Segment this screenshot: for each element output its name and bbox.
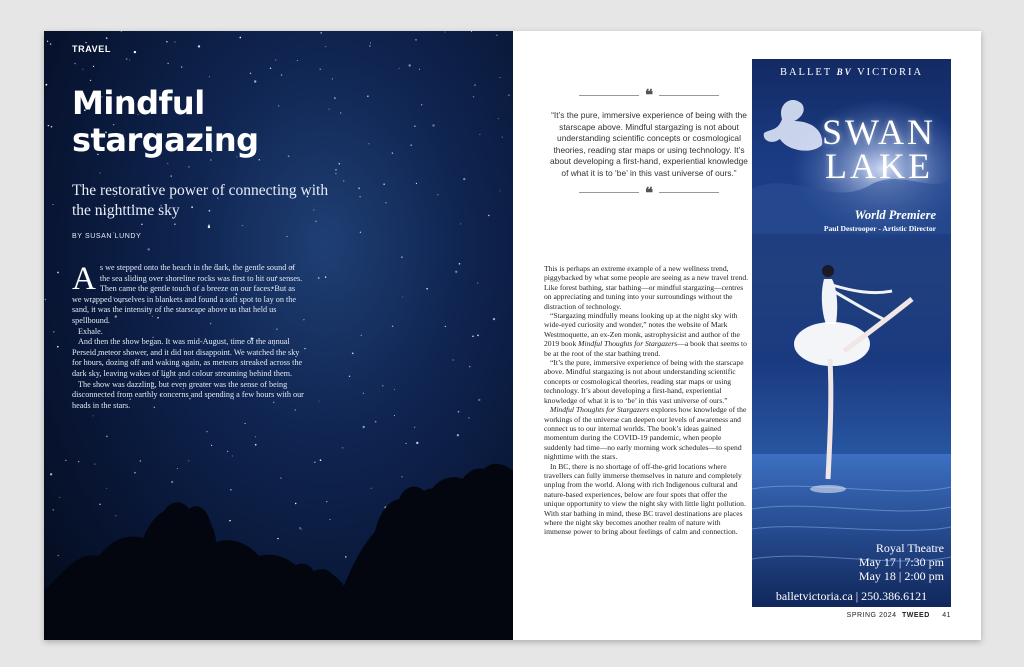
quote-divider-top bbox=[549, 88, 749, 102]
book-title: Mindful Thoughts for Stargazers bbox=[550, 405, 650, 415]
body-paragraph: “It’s the pure, immersive experience of being with the starscape above. Mindful stargazing is not about understanding scientific concepts or cosmological theories, reading star maps or using technology. It’s about developing a first-hand, experiential knowledge of what it is to ‘be’ in this vast universe of ours.” bbox=[544, 358, 744, 405]
article-byline: BY SUSAN LUNDY bbox=[72, 233, 142, 240]
body-paragraph: In BC, there is no shortage of off-the-grid locations where travellers can fully immerse themselves in nature and completely unplug from the world. Along with rich Indigenous cultural and nature-based experiences, below are four spots that offer the unique opportunity to view the night sky with little light pollution. With star bathing in mind, these BC travel destinations are places where the night sky becomes another realm of nature with immense power to bring about feelings of calm and connection. bbox=[544, 461, 746, 537]
book-title: Mindful Thoughts for Stargazers bbox=[578, 339, 678, 349]
headline-line-2: stargazing bbox=[72, 121, 259, 159]
paragraph-text: —a book that seems to be at the root of the star bathing trend. bbox=[544, 339, 747, 358]
body-paragraph: Exhale. bbox=[78, 326, 103, 336]
show-date: May 18 | 2:00 pm bbox=[858, 569, 944, 583]
ballet-victoria-logo-icon: BV bbox=[836, 67, 853, 77]
title-line-1: SWAN bbox=[821, 112, 936, 152]
page-number: 41 bbox=[942, 612, 951, 619]
title-line-2: LAKE bbox=[825, 146, 933, 186]
divider-line bbox=[659, 192, 719, 193]
company-name-part: VICTORIA bbox=[857, 67, 924, 78]
body-paragraph bbox=[72, 263, 304, 327]
article-body-right bbox=[544, 264, 749, 537]
quote-divider-bottom bbox=[549, 183, 749, 202]
section-label: TRAVEL bbox=[72, 44, 111, 54]
pull-quote: “It’s the pure, immersive experience of being with the starscape above. Mindful stargazing is not about understanding scientific concepts or cosmological theories, reading star maps or using technology. It’s about developing a first-hand, experiential knowledge of what it is to ‘be’ in this vast universe of ours.” bbox=[550, 110, 748, 178]
quote-mark-icon: ❝ bbox=[644, 86, 654, 104]
right-page bbox=[513, 31, 981, 640]
article-headline bbox=[72, 85, 372, 159]
body-paragraph: This is perhaps an extreme example of a new wellness trend, piggybacked by what some people are seeing as a new travel trend. Like forest bathing, star bathing—or mindful stargazing—centres on appreciating and tuning into your surroundings without the distraction of technology. bbox=[544, 264, 749, 311]
paragraph-text: s we stepped onto the beach in the dark, the gentle sound of the sea sliding over shoreline rocks was first to hit our senses. Then came the gentle touch of a breeze on our faces. But as we wrapped ourselves in blankets and found a soft spot to lay on the sand, it was the intensity of the starscape above us that held us spellbound. bbox=[72, 263, 303, 325]
show-date: May 17 | 7:30 pm bbox=[858, 555, 944, 569]
article-dek: The restorative power of connecting with the nighttime sky bbox=[72, 182, 329, 219]
ad-contact: balletvictoria.ca | 250.386.6121 bbox=[775, 589, 928, 603]
swan-lake-advertisement bbox=[752, 59, 951, 607]
left-page bbox=[44, 31, 513, 640]
issue-date: SPRING 2024 bbox=[846, 612, 897, 619]
body-paragraph bbox=[544, 311, 749, 358]
paragraph-text: “Stargazing mindfully means looking up at the night sky with wide-eyed curiosity and wonder,” notes the website of Mark Westmoquette, an ex-Zen monk, astrophysicist and author of the 2019 book bbox=[544, 311, 740, 349]
ballet-company-name bbox=[752, 67, 951, 78]
divider-line bbox=[579, 95, 639, 96]
body-paragraph: The show was dazzling, but even greater was the sense of being disconnected from earthly concerns and spending a few hours with our heads in the stars. bbox=[72, 379, 304, 410]
company-name-part: BALLET bbox=[779, 67, 832, 78]
ad-venue-dates bbox=[752, 541, 944, 583]
ad-title bbox=[814, 112, 944, 186]
body-paragraph: And then the show began. It was mid-August, time of the annual Perseid meteor shower, and it did not disappoint. We watched the sky for hours, dozing off and waking again, as meteors streaked across the dark sky, leaving wakes of light and colour streaming behind them. bbox=[72, 337, 303, 378]
dropcap: A bbox=[72, 261, 96, 297]
venue-name: Royal Theatre bbox=[875, 541, 944, 555]
article-body-left bbox=[72, 263, 304, 411]
ad-premiere: World Premiere bbox=[854, 208, 936, 222]
headline-line-1: Mindful bbox=[72, 84, 205, 122]
page-folio bbox=[847, 612, 951, 619]
magazine-spread bbox=[44, 31, 981, 640]
magazine-name: TWEED bbox=[901, 612, 930, 619]
ad-director: Paul Destrooper - Artistic Director bbox=[823, 224, 936, 233]
body-paragraph bbox=[544, 405, 749, 461]
divider-line bbox=[579, 192, 639, 193]
divider-line bbox=[659, 95, 719, 96]
quote-mark-icon: ❝ bbox=[644, 183, 654, 202]
paragraph-text: explores how knowledge of the workings of the universe can deepen our levels of awareness and connect us to our internal worlds. The book’s ideas gained momentum during the COVID-19 pandemic, when people suddenly had time—no early morning work schedules—to spend nighttime with the stars. bbox=[544, 405, 747, 462]
pull-quote-block bbox=[549, 88, 749, 200]
